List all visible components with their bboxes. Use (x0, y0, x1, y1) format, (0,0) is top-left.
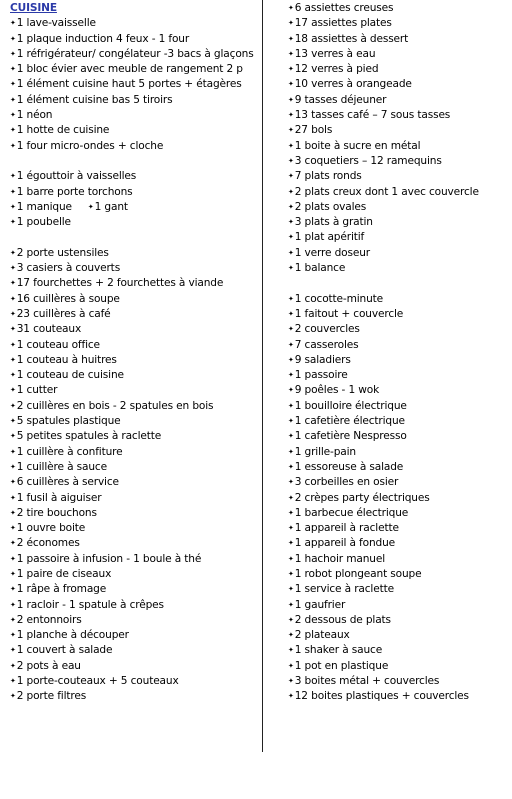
list-item (10, 506, 256, 521)
item-text: 1 plaque induction 4 feux - 1 four (16, 32, 190, 45)
bullet-icon: ✦ (10, 462, 16, 471)
bullet-icon: ✦ (10, 126, 16, 135)
bullet-icon: ✦ (288, 187, 294, 196)
item-text: 12 verres à pied (294, 63, 379, 76)
bullet-icon: ✦ (10, 202, 16, 211)
bullet-icon: ✦ (10, 600, 16, 609)
list-item (288, 659, 510, 674)
bullet-icon: ✦ (288, 65, 294, 74)
list-item (10, 32, 256, 47)
bullet-icon: ✦ (10, 325, 16, 334)
bullet-icon: ✦ (10, 677, 16, 686)
bullet-icon: ✦ (10, 524, 16, 533)
bullet-icon: ✦ (10, 218, 16, 227)
list-item (10, 108, 256, 123)
list-item (288, 47, 510, 62)
bullet-icon: ✦ (288, 325, 294, 334)
item-text: 6 assiettes creuses (294, 2, 394, 14)
item-text: 1 lave-vaisselle (16, 17, 96, 30)
item-text: 1 barre porte torchons (16, 185, 133, 198)
item-text: 1 hachoir manuel (294, 552, 386, 565)
bullet-icon: ✦ (10, 371, 16, 380)
page-title: CUISINE (10, 2, 57, 14)
list-item (10, 276, 256, 291)
bullet-icon: ✦ (288, 309, 294, 318)
bullet-icon: ✦ (10, 172, 16, 181)
list-item (10, 582, 256, 597)
bullet-icon: ✦ (10, 309, 16, 318)
bullet-icon: ✦ (288, 631, 294, 640)
list-item (10, 674, 256, 689)
list-item (288, 185, 510, 200)
bullet-icon: ✦ (288, 248, 294, 257)
bullet-icon: ✦ (288, 432, 294, 441)
list-item (10, 292, 256, 307)
bullet-icon: ✦ (10, 187, 16, 196)
list-item (10, 613, 256, 628)
bullet-icon: ✦ (10, 355, 16, 364)
item-text: 1 gaufrier (294, 598, 346, 611)
list-item (10, 383, 256, 398)
bullet-icon: ✦ (288, 111, 294, 120)
list-item (288, 123, 510, 138)
bullet-icon: ✦ (288, 692, 294, 701)
bullet-icon: ✦ (288, 386, 294, 395)
column-divider (262, 0, 263, 752)
item-text: 1 appareil à raclette (294, 522, 399, 535)
list-item (288, 445, 510, 460)
item-text: 2 économes (16, 537, 80, 550)
item-text: 1 couteau de cuisine (16, 369, 124, 382)
list-item (10, 429, 256, 444)
list-item (288, 215, 510, 230)
item-text: 2 couvercles (294, 323, 360, 336)
item-text: 1 four micro-ondes + cloche (16, 139, 164, 152)
item-text: 6 cuillères à service (16, 476, 119, 489)
list-item (10, 445, 256, 460)
item-text: 1 appareil à fondue (294, 537, 396, 550)
item-text: 3 plats à gratin (294, 216, 373, 229)
list-item (10, 322, 256, 337)
item-text: 3 casiers à couverts (16, 262, 121, 275)
list-item (288, 460, 510, 475)
list-item (10, 246, 256, 261)
bullet-icon: ✦ (10, 294, 16, 303)
bullet-icon: ✦ (288, 661, 294, 670)
bullet-icon: ✦ (288, 569, 294, 578)
item-text: 1 passoire (294, 369, 348, 382)
list-item (288, 567, 510, 582)
bullet-icon: ✦ (10, 279, 16, 288)
item-text: 1 service à raclette (294, 583, 394, 596)
list-item (10, 368, 256, 383)
item-text: 1 cafetière Nespresso (294, 430, 407, 443)
item-text: 1 cutter (16, 384, 58, 397)
list-item (288, 506, 510, 521)
list-item (288, 292, 510, 307)
item-text: 1 couteau à huitres (16, 353, 117, 366)
bullet-icon: ✦ (10, 569, 16, 578)
item-text: 18 assiettes à dessert (294, 32, 409, 45)
bullet-icon: ✦ (288, 646, 294, 655)
item-text: 1 boite à sucre en métal (294, 139, 421, 152)
bullet-icon: ✦ (10, 80, 16, 89)
bullet-icon: ✦ (288, 156, 294, 165)
bullet-icon: ✦ (10, 111, 16, 120)
bullet-icon: ✦ (288, 462, 294, 471)
item-text: 2 cuillères en bois - 2 spatules en bois (16, 399, 214, 412)
bullet-icon: ✦ (10, 585, 16, 594)
item-text: 1 ouvre boite (16, 522, 86, 535)
item-text: 31 couteaux (16, 323, 82, 336)
list-item (288, 261, 510, 276)
item-text: 13 verres à eau (294, 47, 376, 60)
item-text: 1 racloir - 1 spatule à crêpes (16, 598, 164, 611)
item-text: 1 néon (16, 109, 53, 122)
list-item (10, 399, 256, 414)
list-item (10, 414, 256, 429)
list-item (10, 567, 256, 582)
list-item (10, 77, 256, 92)
left-item-list (10, 16, 256, 704)
list-item (10, 689, 256, 704)
item-text: 1 couvert à salade (16, 644, 113, 657)
bullet-icon: ✦ (288, 264, 294, 273)
item-text: 13 tasses café – 7 sous tasses (294, 109, 451, 122)
list-item (288, 77, 510, 92)
item-text: 1 bouilloire électrique (294, 399, 407, 412)
bullet-icon: ✦ (10, 508, 16, 517)
item-text: 1 cafetière électrique (294, 415, 405, 428)
list-item (288, 674, 510, 689)
bullet-icon: ✦ (10, 65, 16, 74)
list-item (288, 552, 510, 567)
bullet-icon: ✦ (10, 432, 16, 441)
bullet-icon: ✦ (288, 202, 294, 211)
bullet-icon: ✦ (10, 49, 16, 58)
item-text: 1 balance (294, 262, 346, 275)
list-item (288, 598, 510, 613)
right-column (288, 1, 510, 705)
list-item (288, 429, 510, 444)
list-item (288, 169, 510, 184)
bullet-icon: ✦ (288, 126, 294, 135)
bullet-icon: ✦ (288, 554, 294, 563)
list-item (288, 1, 510, 16)
bullet-icon: ✦ (10, 692, 16, 701)
item-text: 1 poubelle (16, 216, 71, 229)
list-item (288, 200, 510, 215)
bullet-icon: ✦ (10, 340, 16, 349)
item-text: 1 bloc évier avec meuble de rangement 2 p (16, 63, 243, 76)
list-item (10, 16, 256, 31)
bullet-icon: ✦ (288, 218, 294, 227)
item-text: 1 cuillère à confiture (16, 445, 123, 458)
list-item (288, 62, 510, 77)
list-item (10, 521, 256, 536)
bullet-icon: ✦ (288, 49, 294, 58)
bullet-icon: ✦ (10, 141, 16, 150)
item-text: 3 coquetiers – 12 ramequins (294, 154, 442, 167)
bullet-icon: ✦ (10, 264, 16, 273)
item-text: 1 élément cuisine bas 5 tiroirs (16, 93, 173, 106)
bullet-icon: ✦ (87, 202, 94, 211)
bullet-icon: ✦ (288, 294, 294, 303)
bullet-icon: ✦ (10, 539, 16, 548)
item-text: 1 élément cuisine haut 5 portes + étagères (16, 78, 242, 91)
item-text: 1 râpe à fromage (16, 583, 107, 596)
item-text: 1 robot plongeant soupe (294, 567, 422, 580)
bullet-icon: ✦ (10, 646, 16, 655)
item-text: 1 pot en plastique (294, 659, 389, 672)
bullet-icon: ✦ (288, 493, 294, 502)
item-text: 9 saladiers (294, 353, 351, 366)
item-text: 2 pots à eau (16, 659, 81, 672)
list-item (10, 353, 256, 368)
bullet-icon: ✦ (288, 141, 294, 150)
list-item (288, 16, 510, 31)
bullet-icon: ✦ (10, 661, 16, 670)
item-text: 3 corbeilles en osier (294, 476, 399, 489)
list-item (10, 185, 256, 200)
item-text: 1 plat apéritif (294, 231, 365, 244)
list-item (10, 93, 256, 108)
list-item (288, 536, 510, 551)
bullet-icon: ✦ (10, 447, 16, 456)
list-item (10, 62, 256, 77)
item-text: 1 passoire à infusion - 1 boule à thé (16, 552, 202, 565)
item-text: 2 entonnoirs (16, 613, 82, 626)
item-text: 1 gant (94, 200, 128, 213)
item-text: 5 spatules plastique (16, 415, 121, 428)
bullet-icon: ✦ (10, 478, 16, 487)
bullet-icon: ✦ (288, 95, 294, 104)
item-text: 2 plats creux dont 1 avec couvercle (294, 185, 479, 198)
bullet-icon: ✦ (288, 371, 294, 380)
list-item (10, 536, 256, 551)
list-item (10, 460, 256, 475)
bullet-icon: ✦ (10, 631, 16, 640)
item-text: 2 crèpes party électriques (294, 491, 430, 504)
bullet-icon: ✦ (288, 172, 294, 181)
list-item (288, 399, 510, 414)
left-column (10, 1, 256, 705)
list-item (10, 307, 256, 322)
list-item (10, 139, 256, 154)
list-item (10, 169, 256, 184)
list-item (288, 521, 510, 536)
bullet-icon: ✦ (288, 508, 294, 517)
list-item (10, 643, 256, 658)
list-item (288, 475, 510, 490)
item-text: 1 shaker à sauce (294, 644, 383, 657)
list-item (288, 154, 510, 169)
list-item (288, 139, 510, 154)
list-item (288, 613, 510, 628)
list-item (288, 628, 510, 643)
bullet-icon: ✦ (288, 585, 294, 594)
spacer (10, 230, 256, 245)
list-item (288, 322, 510, 337)
item-text: 1 manique (16, 200, 72, 213)
spacer (10, 154, 256, 169)
item-text: 27 bols (294, 124, 333, 137)
bullet-icon: ✦ (288, 677, 294, 686)
item-text: 1 faitout + couvercle (294, 307, 404, 320)
list-item (10, 215, 256, 230)
item-text: 7 plats ronds (294, 170, 362, 183)
item-text: 17 assiettes plates (294, 17, 392, 30)
item-text: 1 paire de ciseaux (16, 567, 112, 580)
item-text: 3 boites métal + couvercles (294, 675, 440, 688)
item-text: 1 verre doseur (294, 246, 371, 259)
bullet-icon: ✦ (288, 355, 294, 364)
item-text: 1 cocotte-minute (294, 292, 384, 305)
item-text: 9 poêles - 1 wok (294, 384, 380, 397)
item-text: 5 petites spatules à raclette (16, 430, 162, 443)
item-text: 1 essoreuse à salade (294, 460, 404, 473)
list-item (288, 689, 510, 704)
list-item (288, 307, 510, 322)
bullet-icon: ✦ (288, 447, 294, 456)
item-text: 1 cuillère à sauce (16, 460, 107, 473)
item-text: 1 fusil à aiguiser (16, 491, 102, 504)
list-item (288, 582, 510, 597)
list-item (10, 200, 256, 215)
item-text: 2 porte filtres (16, 690, 87, 703)
bullet-icon: ✦ (10, 34, 16, 43)
list-item (10, 261, 256, 276)
right-item-list (288, 1, 510, 705)
bullet-icon: ✦ (288, 539, 294, 548)
item-text: 9 tasses déjeuner (294, 93, 387, 106)
item-text: 1 barbecue électrique (294, 506, 409, 519)
item-text: 10 verres à orangeade (294, 78, 412, 91)
item-text: 1 porte-couteaux + 5 couteaux (16, 675, 179, 688)
bullet-icon: ✦ (10, 554, 16, 563)
bullet-icon: ✦ (288, 615, 294, 624)
list-item (10, 475, 256, 490)
bullet-icon: ✦ (288, 417, 294, 426)
list-item (288, 491, 510, 506)
bullet-icon: ✦ (288, 524, 294, 533)
item-text: 1 couteau office (16, 338, 100, 351)
item-text: 23 cuillères à café (16, 307, 111, 320)
list-item (288, 414, 510, 429)
list-item (288, 368, 510, 383)
item-text: 2 porte ustensiles (16, 246, 109, 259)
bullet-icon: ✦ (288, 4, 294, 12)
list-item (288, 108, 510, 123)
list-item (10, 659, 256, 674)
list-item (10, 123, 256, 138)
list-item (288, 246, 510, 261)
bullet-icon: ✦ (10, 248, 16, 257)
bullet-icon: ✦ (288, 600, 294, 609)
spacer (288, 276, 510, 291)
list-item (10, 598, 256, 613)
item-text: 2 plats ovales (294, 200, 367, 213)
list-item (288, 353, 510, 368)
item-text: 1 grille-pain (294, 445, 357, 458)
bullet-icon: ✦ (10, 493, 16, 502)
bullet-icon: ✦ (10, 95, 16, 104)
bullet-icon: ✦ (288, 19, 294, 28)
list-item (10, 47, 256, 62)
bullet-icon: ✦ (288, 233, 294, 242)
bullet-icon: ✦ (288, 80, 294, 89)
item-text: 1 réfrigérateur/ congélateur -3 bacs à glaçons (16, 47, 254, 60)
bullet-icon: ✦ (10, 386, 16, 395)
bullet-icon: ✦ (288, 401, 294, 410)
bullet-icon: ✦ (288, 34, 294, 43)
list-item (288, 383, 510, 398)
bullet-icon: ✦ (288, 478, 294, 487)
list-item (288, 230, 510, 245)
item-text: 2 dessous de plats (294, 613, 391, 626)
list-item (288, 93, 510, 108)
list-item (10, 552, 256, 567)
list-item (10, 628, 256, 643)
item-text: 12 boites plastiques + couvercles (294, 690, 469, 703)
list-item (288, 643, 510, 658)
item-text: 7 casseroles (294, 338, 359, 351)
item-text: 2 plateaux (294, 629, 350, 642)
item-text: 17 fourchettes + 2 fourchettes à viande (16, 277, 224, 290)
item-text: 1 égouttoir à vaisselles (16, 170, 137, 183)
list-item (10, 491, 256, 506)
bullet-icon: ✦ (10, 615, 16, 624)
bullet-icon: ✦ (288, 340, 294, 349)
item-text: 1 planche à découper (16, 629, 129, 642)
list-item (10, 338, 256, 353)
item-text: 1 hotte de cuisine (16, 124, 110, 137)
item-text: 2 tire bouchons (16, 506, 97, 519)
bullet-icon: ✦ (10, 19, 16, 28)
list-item (288, 32, 510, 47)
list-item (288, 338, 510, 353)
bullet-icon: ✦ (10, 401, 16, 410)
item-text: 16 cuillères à soupe (16, 292, 120, 305)
bullet-icon: ✦ (10, 417, 16, 426)
